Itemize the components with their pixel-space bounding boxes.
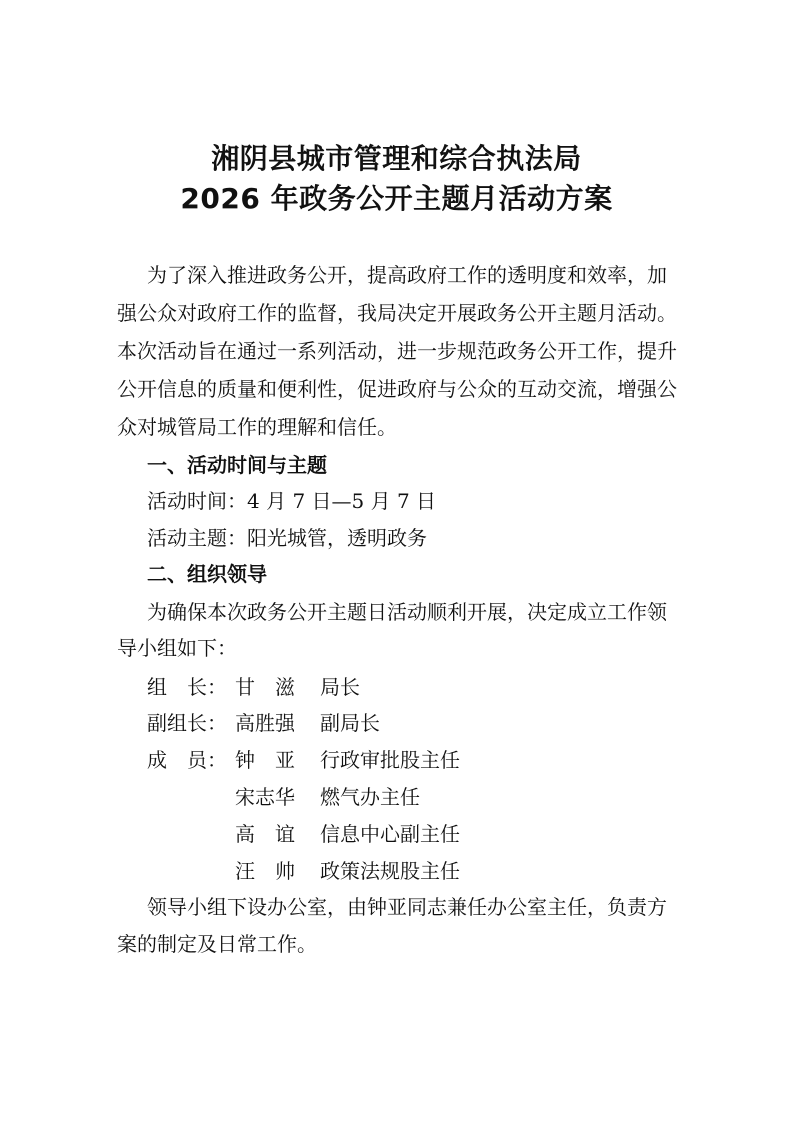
member-post: 信息中心副主任	[320, 822, 460, 846]
member-post: 副局长	[320, 711, 380, 735]
activity-theme: 活动主题：阳光城管，透明政务	[147, 526, 427, 550]
member-name: 高 谊	[235, 822, 295, 846]
intro-line-4: 公开信息的质量和便利性，促进政府与公众的互动交流，增强公	[117, 377, 677, 401]
member-post: 政策法规股主任	[320, 859, 460, 883]
intro-line-5: 众对城管局工作的理解和信任。	[117, 415, 397, 439]
member-role: 组 长：	[147, 675, 227, 699]
document-title-line-1: 湘阴县城市管理和综合执法局	[211, 142, 582, 175]
member-post: 行政审批股主任	[320, 748, 460, 772]
section-2-heading: 二、组织领导	[147, 562, 267, 586]
intro-line-1: 为了深入推进政务公开，提高政府工作的透明度和效率，加	[147, 263, 667, 287]
leadership-intro-line-1: 为确保本次政务公开主题日活动顺利开展，决定成立工作领	[147, 600, 667, 624]
intro-line-2: 强公众对政府工作的监督，我局决定开展政务公开主题月活动。	[117, 301, 677, 325]
member-name: 甘 滋	[235, 675, 295, 699]
document-title-line-2: 2026 年政务公开主题月活动方案	[180, 182, 613, 215]
section-1-heading: 一、活动时间与主题	[147, 453, 327, 477]
member-post: 燃气办主任	[320, 785, 420, 809]
office-line-2: 案的制定及日常工作。	[117, 932, 317, 956]
office-line-1: 领导小组下设办公室，由钟亚同志兼任办公室主任，负责方	[147, 895, 667, 919]
member-name: 钟 亚	[235, 748, 295, 772]
member-name: 高胜强	[235, 711, 295, 735]
intro-line-3: 本次活动旨在通过一系列活动，进一步规范政务公开工作，提升	[117, 339, 677, 363]
activity-time: 活动时间：4 月 7 日—5 月 7 日	[147, 489, 437, 513]
member-post: 局长	[320, 675, 360, 699]
leadership-intro-line-2: 导小组如下：	[117, 636, 237, 660]
member-role: 成 员：	[147, 748, 227, 772]
member-role: 副组长：	[147, 711, 227, 735]
member-name: 宋志华	[235, 785, 295, 809]
member-name: 汪 帅	[235, 859, 295, 883]
